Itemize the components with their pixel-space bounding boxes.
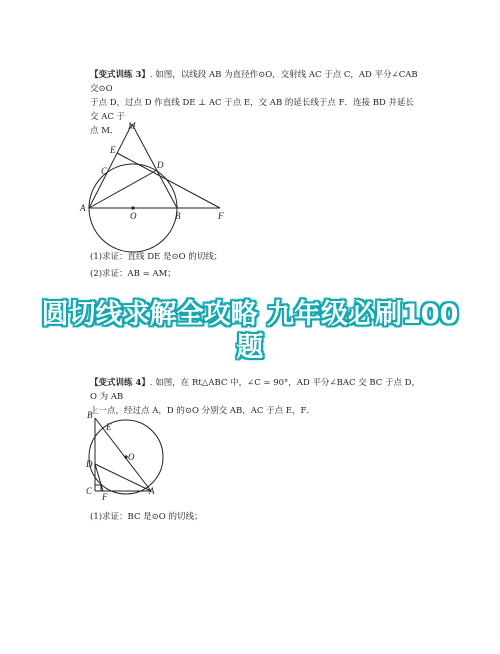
label-m: M bbox=[128, 121, 136, 131]
label-e: E bbox=[110, 145, 116, 155]
exercise-3-question-2: (2)求证：AB = AM； bbox=[90, 269, 176, 279]
label-f-4: F bbox=[102, 492, 108, 502]
label-c-4: C bbox=[86, 486, 93, 496]
title-banner-line-1: 圆切线求解全攻略 九年级必刷100 bbox=[41, 299, 459, 330]
label-f: F bbox=[218, 211, 224, 221]
exercise-3-tag: 【变式训练 3】 bbox=[90, 70, 150, 80]
line-ba bbox=[95, 418, 151, 491]
exercise-4-stem-line-2: 上一点，经过点 A，D 的⊙O 分别交 AB，AC 于点 E，F． bbox=[90, 406, 315, 416]
label-a: A bbox=[80, 203, 86, 213]
exercise-3-question-1: (1)求证：直线 DE 是⊙O 的切线； bbox=[90, 252, 223, 262]
label-a-4: A bbox=[149, 486, 155, 496]
label-o: O bbox=[130, 211, 137, 221]
label-d: D bbox=[157, 160, 164, 170]
exercise-4-questions bbox=[90, 510, 420, 524]
line-df bbox=[95, 464, 103, 491]
exercise-3-stem-line-1: 【变式训练 3】. 如图，以线段 AB 为直径作⊙O，交射线 AC 于点 C，AD 平分∠CAB 交⊙O bbox=[90, 70, 418, 94]
exercise-3-stem-line-3: 点 M． bbox=[90, 126, 119, 136]
label-e-4: E bbox=[106, 422, 112, 432]
line-ad bbox=[95, 464, 151, 491]
exercise-4-tag: 【变式训练 4】 bbox=[90, 378, 150, 388]
label-b-4: B bbox=[87, 410, 93, 420]
label-b: B bbox=[175, 211, 181, 221]
right-angle-c bbox=[95, 485, 101, 491]
exercise-3-stem-line-2: 于点 D，过点 D 作直线 DE ⊥ AC 于点 E，交 AB 的延长线于点 F．连接 BD 并延长交 AC 于 bbox=[90, 98, 414, 122]
label-d-4: D bbox=[86, 459, 93, 469]
exercise-4-question-1: (1)求证：BC 是⊙O 的切线； bbox=[90, 512, 203, 522]
label-c: C bbox=[101, 166, 108, 176]
exercise-4-stem-line-1: 【变式训练 4】. 如图，在 Rt△ABC 中，∠C = 90°，AD 平分∠BAC 交 BC 于点 D，O 为 AB bbox=[90, 378, 420, 402]
title-banner-line-2: 题 bbox=[236, 332, 264, 363]
label-o-4: O bbox=[128, 452, 135, 462]
